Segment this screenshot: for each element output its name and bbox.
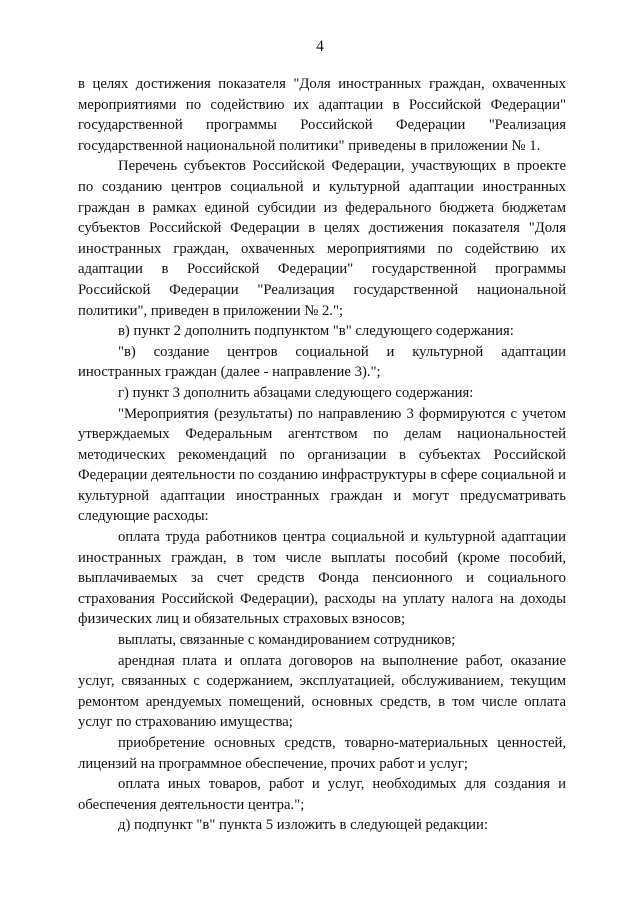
paragraph-subitem-v: "в) создание центров социальной и культурной адаптации иностранных граждан (далее - направление 3)."; <box>78 343 566 381</box>
page-number: 4 <box>316 38 324 55</box>
paragraph-measures: "Мероприятия (результаты) по направлению 3 формируются с учетом утверждаемых Федеральным агентством по делам национальностей методических рекомендаций по организации в субъектах Российской Федерации деятельности по созданию инфраструктуры в сфере социальной и культурной адаптации иностранных граждан и могут предусматривать следующие расходы: <box>78 405 566 525</box>
paragraph-expense-other: оплата иных товаров, работ и услуг, необходимых для создания и обеспечения деятельности центра."; <box>78 776 566 813</box>
paragraph-continuation: в целях достижения показателя "Доля иностранных граждан, охваченных мероприятиями по содействию их адаптации в Российской Федерации" государственной программы Российской Федерации "Реализация государственной национальной политики" приведены в приложении № 1. <box>78 76 566 154</box>
paragraph-expense-travel: выплаты, связанные с командированием сотрудников; <box>118 632 456 649</box>
paragraph-amendment-d: д) подпункт "в" пункта 5 изложить в следующей редакции: <box>118 817 488 834</box>
paragraph-expense-rent: арендная плата и оплата договоров на выполнение работ, оказание услуг, связанных с содержанием, эксплуатацией, обслуживанием, текущим ремонтом арендуемых помещений, основных средств, в том числе оплата услуг по страхованию имущества; <box>78 652 566 731</box>
body-text <box>78 74 566 836</box>
paragraph-amendment-g: г) пункт 3 дополнить абзацами следующего содержания: <box>118 384 474 401</box>
paragraph-expense-salary: оплата труда работников центра социальной и культурной адаптации иностранных граждан, в том числе выплаты пособий (кроме пособий, выплачиваемых за счет средств Фонда пенсионного и социального страхования Российской Федерации), расходы на уплату налога на доходы физических лиц и обязательных страховых взносов; <box>78 529 566 628</box>
paragraph-amendment-v: в) пункт 2 дополнить подпунктом "в" следующего содержания: <box>118 323 514 340</box>
paragraph-expense-assets: приобретение основных средств, товарно-материальных ценностей, лицензий на программное обеспечение, прочих работ и услуг; <box>78 735 566 772</box>
paragraph-regions-list: Перечень субъектов Российской Федерации, участвующих в проекте по созданию центров социальной и культурной адаптации иностранных граждан в рамках единой субсидии из федерального бюджета бюджетам субъектов Российской Федерации в целях достижения показателя "Доля иностранных граждан, охваченных мероприятиями по содействию их адаптации в Российской Федерации" государственной программы Российской Федерации "Реализация государственной национальной политики", приведен в приложении № 2."; <box>78 158 566 319</box>
